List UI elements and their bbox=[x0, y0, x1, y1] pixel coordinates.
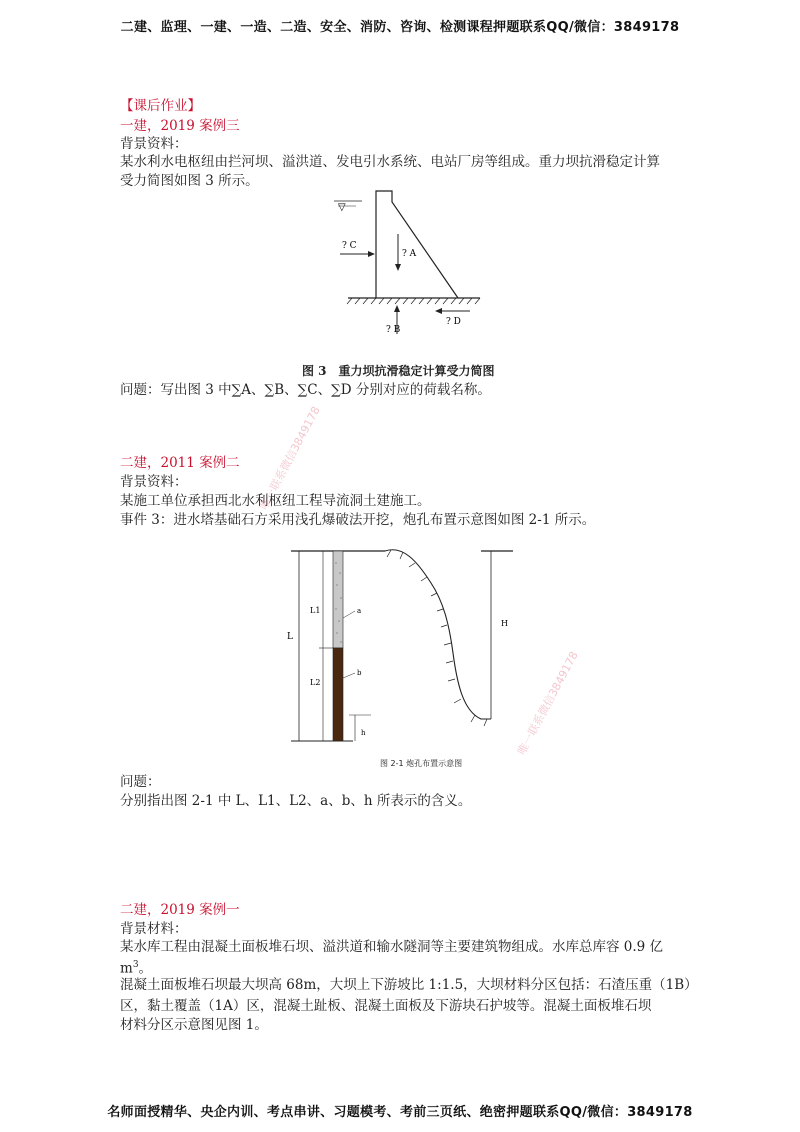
case3-text1: 某水库工程由混凝土面板堆石坝、溢洪道和输水隧洞等主要建筑物组成。水库总库容 0.9 亿 bbox=[120, 939, 664, 955]
case3-text5: 材料分区示意图见图 1。 bbox=[120, 1017, 268, 1033]
label-b-small: b bbox=[357, 669, 362, 677]
label-a-small: a bbox=[357, 607, 362, 615]
homework-title: 【课后作业】 bbox=[120, 98, 201, 114]
label-a: ? A bbox=[402, 249, 417, 259]
water-level-symbol: ▽ bbox=[338, 202, 346, 213]
case3-text4: 区，黏土覆盖（1A）区，混凝土趾板、混凝土面板及下游块石护坡等。混凝土面板堆石坝 bbox=[120, 998, 652, 1014]
case2-text1: 某施工单位承担西北水利枢纽工程导流洞土建施工。 bbox=[120, 493, 431, 509]
dam-outline bbox=[376, 191, 458, 298]
watermark-1: 唯一联系微信3849178 bbox=[257, 404, 323, 513]
page-footer: 名师面授精华、央企内训、考点串讲、习题模考、考前三页纸、绝密押题联系QQ/微信：3849178 bbox=[107, 1105, 693, 1120]
label-c: ? C bbox=[342, 241, 357, 251]
figure21-caption: 图 2-1 炮孔布置示意图 bbox=[380, 759, 463, 768]
case1-text1: 某水利水电枢纽由拦河坝、溢洪道、发电引水系统、电站厂房等组成。重力坝抗滑稳定计算 bbox=[120, 154, 660, 170]
figure3-caption: 图 3 重力坝抗滑稳定计算受力简图 bbox=[302, 364, 495, 378]
page-header: 二建、监理、一建、一造、二造、安全、消防、咨询、检测课程押题联系QQ/微信：3849178 bbox=[120, 20, 680, 35]
label-big-h: H bbox=[501, 619, 508, 628]
dam-force-diagram bbox=[330, 188, 500, 340]
case2-title: 二建，2011 案例二 bbox=[120, 455, 240, 471]
blasthole-diagram bbox=[285, 543, 525, 753]
label-d: ? D bbox=[446, 317, 461, 327]
case1-question: 问题：写出图 3 中∑A、∑B、∑C、∑D 分别对应的荷载名称。 bbox=[120, 382, 491, 398]
case1-text2: 受力简图如图 3 所示。 bbox=[120, 173, 259, 189]
case3-title: 二建，2019 案例一 bbox=[120, 902, 240, 918]
case2-question-label: 问题： bbox=[120, 774, 161, 790]
case3-text3: 混凝土面板堆石坝最大坝高 68m，大坝上下游坡比 1:1.5，大坝材料分区包括：石渣压重（1B） bbox=[120, 977, 698, 993]
case1-bg-label: 背景资料： bbox=[120, 136, 188, 152]
watermark-2: 唯一联系微信3849178 bbox=[515, 649, 581, 758]
case3-text2: $m^3$。 bbox=[120, 960, 153, 977]
case2-text2: 事件 3：进水塔基础石方采用浅孔爆破法开挖，炮孔布置示意图如图 2-1 所示。 bbox=[120, 512, 596, 528]
case2-question: 分别指出图 2-1 中 L、L1、L2、a、b、h 所表示的含义。 bbox=[120, 793, 472, 809]
label-h: h bbox=[361, 729, 366, 737]
label-b: ? B bbox=[386, 325, 401, 335]
case1-title: 一建，2019 案例三 bbox=[120, 118, 240, 134]
label-big-l: L bbox=[287, 632, 293, 642]
case3-bg-label: 背景材料： bbox=[120, 921, 188, 937]
case2-bg-label: 背景资料： bbox=[120, 474, 188, 490]
label-l2: L2 bbox=[310, 678, 321, 687]
label-l1: L1 bbox=[310, 606, 321, 615]
